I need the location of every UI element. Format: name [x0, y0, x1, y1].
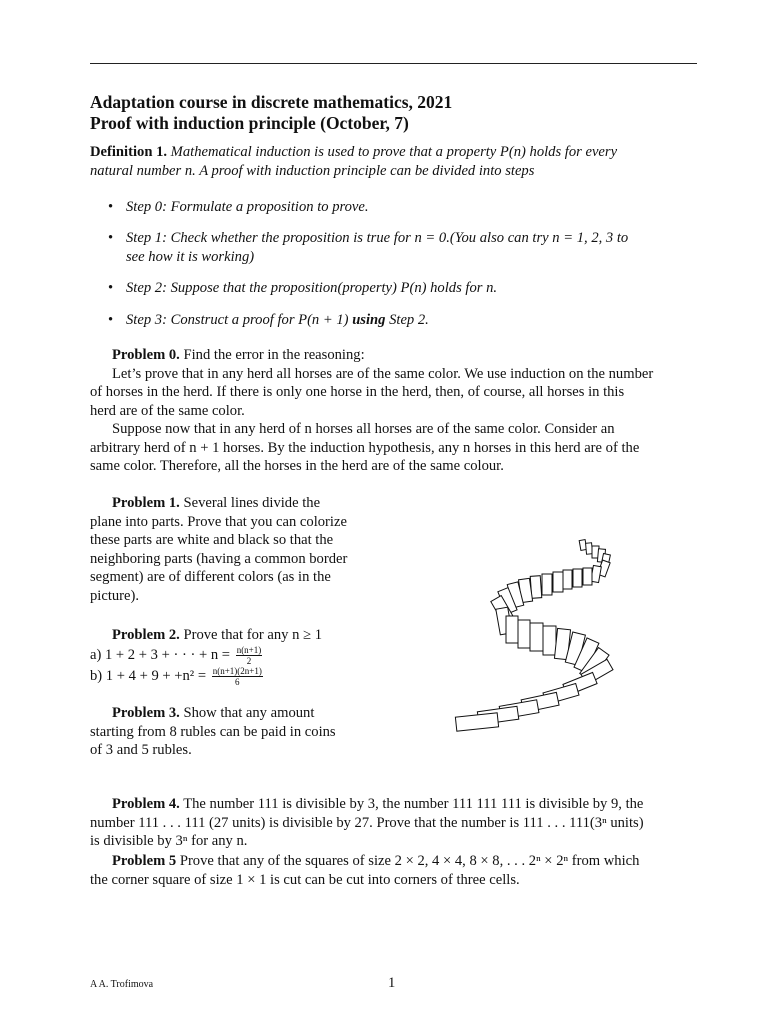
title-line-1: Adaptation course in discrete mathematics, 2021 — [90, 92, 453, 112]
problem-5-line-1: Prove that any of the squares of size 2 × 2, 4 × 4, 8 × 8, . . . 2ⁿ × 2ⁿ from which — [176, 853, 640, 869]
problem-1-line-4: neighboring parts (having a common border — [90, 550, 348, 567]
problem-2 — [90, 626, 390, 687]
problem-0-para1-line-1: Let’s prove that in any herd all horses are of the same color. We use induction on the number — [112, 365, 654, 382]
list-item — [108, 311, 698, 330]
definition-text-line-1: Mathematical induction is used to prove that a property P(n) holds for every — [167, 144, 618, 160]
title-line-2: Proof with induction principle (October, 7) — [90, 113, 409, 133]
problem-3-line-1: Show that any amount — [179, 705, 315, 721]
problem-2-a-denominator: 2 — [246, 655, 252, 666]
problem-2-b-fraction — [212, 666, 263, 687]
problem-2-a — [90, 645, 390, 666]
bullet-icon: • — [108, 312, 114, 328]
problem-4-line-1: The number 111 is divisible by 3, the number 111 111 111 is divisible by 9, the — [179, 796, 644, 812]
problem-2-b — [90, 666, 390, 687]
problem-1-line-1: Several lines divide the — [179, 495, 321, 511]
problem-0-para2-line-3: same color. Therefore, all the horses in the herd are of the same colour. — [90, 458, 504, 474]
problem-4 — [90, 795, 698, 851]
problem-2-b-lhs: b) 1 + 4 + 9 + +n² = — [90, 667, 210, 684]
problem-0-para2-line-2: arbitrary herd of n + 1 horses. By the induction hypothesis, any n horses in this herd are of the — [90, 439, 640, 456]
step-2-text: Step 2: Suppose that the proposition(property) P(n) holds for n. — [126, 280, 498, 296]
problem-0 — [90, 346, 698, 476]
problem-1-line-2: plane into parts. Prove that you can colorize — [90, 513, 347, 530]
problem-4-line-2: number 111 . . . 111 (27 units) is divisible by 27. Prove that the number is 111 . . . 111(3ⁿ units) — [90, 814, 644, 831]
bullet-icon: • — [108, 199, 114, 215]
step-3-bold: using — [352, 312, 386, 328]
problem-4-label: Problem 4. — [112, 796, 180, 812]
definition-text-line-2: natural number n. A proof with induction principle can be divided into steps — [90, 162, 535, 179]
problem-5-label: Problem 5 — [112, 853, 177, 869]
problem-2-a-fraction — [236, 645, 263, 666]
problem-2-label: Problem 2. — [112, 627, 180, 643]
problem-0-para2-line-1: Suppose now that in any herd of n horses all horses are of the same color. Consider an — [112, 421, 615, 437]
problem-5-line-2: the corner square of size 1 × 1 is cut can be cut into corners of three cells. — [90, 871, 520, 888]
problem-4-line-3: is divisible by 3ⁿ for any n. — [90, 833, 248, 849]
list-item — [108, 279, 698, 298]
definition-1 — [90, 143, 698, 180]
problem-0-intro: Find the error in the reasoning: — [179, 347, 365, 363]
header-rule — [90, 63, 697, 64]
problem-3-line-3: of 3 and 5 rubles. — [90, 742, 192, 758]
problem-1-line-3: these parts are white and black so that the — [90, 532, 334, 548]
problem-0-para1-line-3: herd are of the same color. — [90, 402, 245, 419]
list-item — [108, 198, 698, 217]
problem-1-label: Problem 1. — [112, 495, 180, 511]
problem-1 — [90, 494, 380, 605]
page-number: 1 — [388, 975, 396, 991]
footer-author: A A. Trofimova — [90, 979, 154, 990]
problem-2-intro: Prove that for any n ≥ 1 — [179, 627, 322, 643]
step-3-prefix: Step 3: Construct a proof for P(n + 1) — [126, 312, 353, 328]
bullet-icon: • — [108, 230, 114, 246]
definition-label: Definition 1. — [90, 144, 168, 160]
step-0-text: Step 0: Formulate a proposition to prove. — [126, 199, 369, 215]
step-1-text-line-1: Step 1: Check whether the proposition is true for n = 0.(You also can try n = 1, 2, 3 to — [126, 230, 629, 246]
step-1-text-line-2: see how it is working) — [126, 248, 255, 265]
problem-0-para1-line-2: of horses in the herd. If there is only one horse in the herd, then, of course, all horses in this — [90, 384, 625, 400]
problem-5 — [90, 852, 698, 889]
step-3-suffix: Step 2. — [385, 312, 429, 328]
problem-1-line-5: segment) are of different colors (as in the — [90, 569, 331, 585]
problem-3-label: Problem 3. — [112, 705, 180, 721]
list-item — [108, 229, 698, 266]
problem-2-b-denominator: 6 — [235, 676, 240, 687]
problem-1-line-6: picture). — [90, 587, 140, 604]
problem-2-b-numerator: n(n+1)(2n+1) — [212, 665, 262, 676]
problem-3 — [90, 704, 380, 760]
problem-2-a-numerator: n(n+1) — [236, 644, 262, 655]
domino-spiral-illustration — [452, 536, 632, 746]
problem-3-line-2: starting from 8 rubles can be paid in coins — [90, 723, 336, 740]
document-title — [90, 92, 452, 134]
problem-0-label: Problem 0. — [112, 347, 180, 363]
bullet-icon: • — [108, 280, 114, 296]
problem-2-a-lhs: a) 1 + 2 + 3 + · · · + n = — [90, 646, 234, 663]
